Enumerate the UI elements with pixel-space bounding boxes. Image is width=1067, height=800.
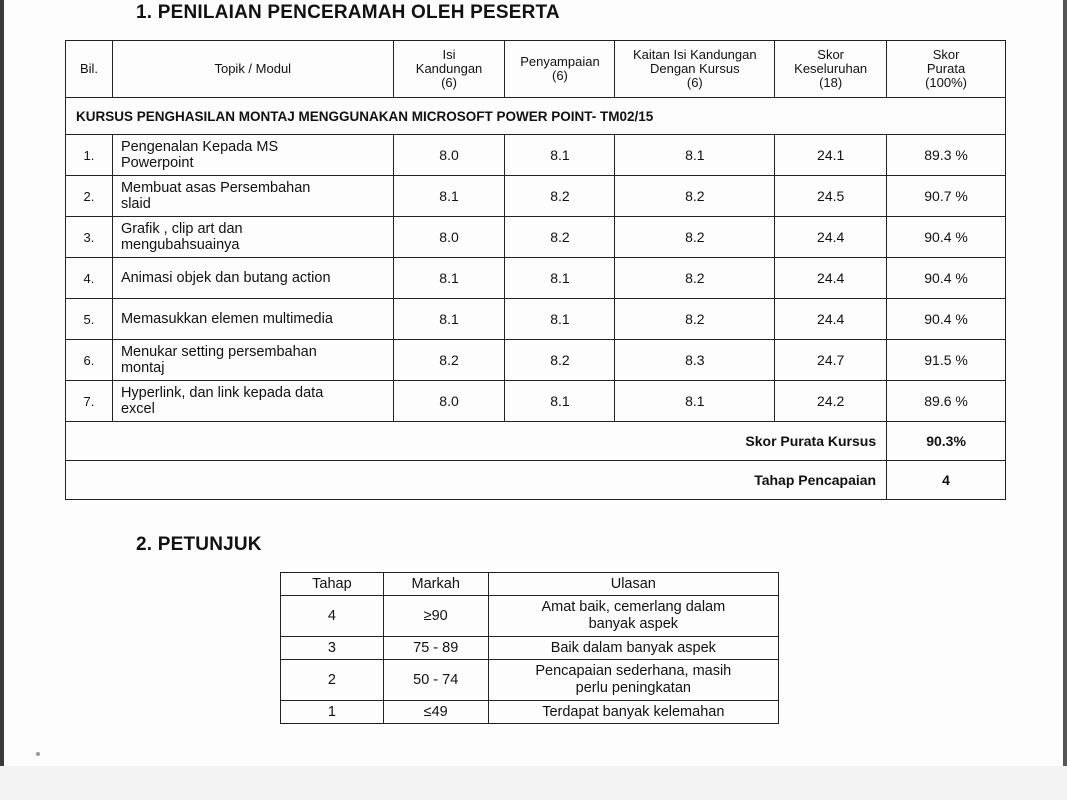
cell-kaitan: 8.2 bbox=[615, 217, 775, 258]
achievement-level-value: 4 bbox=[887, 461, 1006, 500]
ulasan-line: Baik dalam banyak aspek bbox=[550, 639, 716, 656]
header-isi-l3: (6) bbox=[441, 75, 457, 90]
cell-bil: 5. bbox=[66, 299, 113, 340]
topic-line: Menukar setting persembahan bbox=[120, 344, 317, 360]
cell-kaitan: 8.2 bbox=[615, 258, 775, 299]
cell-penyampaian: 8.2 bbox=[505, 217, 615, 258]
topic-line: excel bbox=[120, 401, 155, 417]
cell-purata: 89.3 % bbox=[887, 135, 1006, 176]
topic-line: Grafik , clip art dan bbox=[120, 221, 243, 237]
guide-table bbox=[280, 572, 779, 724]
cell-topic bbox=[112, 299, 393, 340]
cell-tahap: 3 bbox=[281, 637, 384, 660]
header-skor-keseluruhan bbox=[775, 41, 887, 98]
cell-penyampaian: 8.1 bbox=[505, 299, 615, 340]
topic-line: Hyperlink, dan link kepada data bbox=[120, 385, 324, 401]
ulasan-line: perlu peningkatan bbox=[575, 680, 691, 696]
header-tahap: Tahap bbox=[281, 573, 384, 596]
cell-ulasan bbox=[488, 660, 778, 701]
header-peny-l1: Penyampaian bbox=[520, 54, 600, 69]
cell-penyampaian: 8.2 bbox=[505, 340, 615, 381]
ulasan-line: banyak aspek bbox=[588, 616, 679, 632]
header-kaitan-l3: (6) bbox=[686, 75, 703, 90]
avg-score-value: 90.3% bbox=[887, 422, 1006, 461]
cell-topic bbox=[112, 217, 393, 258]
ulasan-line: Pencapaian sederhana, masih bbox=[535, 663, 732, 679]
topic-line: Membuat asas Persembahan bbox=[120, 180, 311, 196]
guide-header-row bbox=[281, 573, 779, 596]
cell-skor: 24.7 bbox=[775, 340, 887, 381]
section1-title: 1. PENILAIAN PENCERAMAH OLEH PESERTA bbox=[136, 2, 560, 23]
ulasan-line: Amat baik, cemerlang dalam bbox=[541, 599, 726, 615]
cell-isi: 8.0 bbox=[393, 135, 505, 176]
cell-isi: 8.1 bbox=[393, 299, 505, 340]
header-isi-l2: Kandungan bbox=[415, 61, 483, 76]
table-row bbox=[66, 381, 1006, 422]
cell-topic bbox=[112, 258, 393, 299]
cell-isi: 8.0 bbox=[393, 217, 505, 258]
header-ulasan: Ulasan bbox=[488, 573, 778, 596]
cell-isi: 8.1 bbox=[393, 176, 505, 217]
cell-ulasan bbox=[488, 701, 778, 724]
topic-line: Pengenalan Kepada MS bbox=[120, 139, 279, 155]
header-skor-l1: Skor bbox=[817, 47, 845, 62]
assessment-table bbox=[65, 40, 1006, 500]
header-markah: Markah bbox=[383, 573, 488, 596]
topic-line: mengubahsuainya bbox=[120, 237, 240, 253]
course-title: KURSUS PENGHASILAN MONTAJ MENGGUNAKAN MICROSOFT POWER POINT- TM02/15 bbox=[66, 98, 1006, 135]
header-purata-l1: Skor bbox=[932, 47, 960, 62]
summary-average-row bbox=[66, 422, 1006, 461]
cell-kaitan: 8.2 bbox=[615, 299, 775, 340]
header-purata-l3: (100%) bbox=[925, 75, 968, 90]
table-row bbox=[66, 340, 1006, 381]
summary-level-row bbox=[66, 461, 1006, 500]
cell-purata: 90.4 % bbox=[887, 217, 1006, 258]
table-row bbox=[66, 299, 1006, 340]
cell-bil: 3. bbox=[66, 217, 113, 258]
cell-markah: ≤49 bbox=[383, 701, 488, 724]
header-kaitan bbox=[615, 41, 775, 98]
header-skor-l3: (18) bbox=[819, 75, 843, 90]
cell-purata: 90.4 % bbox=[887, 258, 1006, 299]
header-bil: Bil. bbox=[66, 41, 113, 98]
cell-isi: 8.0 bbox=[393, 381, 505, 422]
topic-line: slaid bbox=[120, 196, 151, 212]
table-row bbox=[281, 637, 779, 660]
cell-markah: ≥90 bbox=[383, 596, 488, 637]
page-right-edge bbox=[1063, 0, 1067, 766]
table-row bbox=[281, 701, 779, 724]
ulasan-line: Terdapat banyak kelemahan bbox=[542, 703, 725, 720]
page-left-edge bbox=[0, 0, 4, 766]
header-isi bbox=[393, 41, 505, 98]
cell-kaitan: 8.3 bbox=[615, 340, 775, 381]
achievement-level-label: Tahap Pencapaian bbox=[66, 461, 887, 500]
section2-title: 2. PETUNJUK bbox=[136, 534, 262, 555]
table-row bbox=[281, 660, 779, 701]
cell-bil: 6. bbox=[66, 340, 113, 381]
avg-score-label: Skor Purata Kursus bbox=[66, 422, 887, 461]
cell-penyampaian: 8.1 bbox=[505, 381, 615, 422]
topic-line: montaj bbox=[120, 360, 165, 376]
header-peny-l2: (6) bbox=[552, 68, 568, 83]
cell-topic bbox=[112, 176, 393, 217]
table-header-row bbox=[66, 41, 1006, 98]
cell-bil: 7. bbox=[66, 381, 113, 422]
cell-topic bbox=[112, 135, 393, 176]
cell-isi: 8.2 bbox=[393, 340, 505, 381]
cell-bil: 1. bbox=[66, 135, 113, 176]
header-kaitan-l1: Kaitan Isi Kandungan bbox=[633, 47, 757, 62]
topic-line: Powerpoint bbox=[120, 155, 194, 171]
cell-purata: 90.7 % bbox=[887, 176, 1006, 217]
cell-skor: 24.4 bbox=[775, 217, 887, 258]
cell-penyampaian: 8.1 bbox=[505, 258, 615, 299]
cell-tahap: 1 bbox=[281, 701, 384, 724]
table-row bbox=[66, 176, 1006, 217]
cell-skor: 24.2 bbox=[775, 381, 887, 422]
cell-markah: 75 - 89 bbox=[383, 637, 488, 660]
cell-kaitan: 8.2 bbox=[615, 176, 775, 217]
table-row bbox=[66, 135, 1006, 176]
cell-markah: 50 - 74 bbox=[383, 660, 488, 701]
course-title-row bbox=[66, 98, 1006, 135]
topic-line: Memasukkan elemen multimedia bbox=[120, 311, 333, 327]
bottom-margin bbox=[0, 766, 1067, 800]
cell-skor: 24.4 bbox=[775, 258, 887, 299]
scan-speck bbox=[36, 752, 40, 756]
header-skor-l2: Keseluruhan bbox=[794, 61, 868, 76]
header-kaitan-l2: Dengan Kursus bbox=[649, 61, 740, 76]
cell-tahap: 2 bbox=[281, 660, 384, 701]
cell-bil: 4. bbox=[66, 258, 113, 299]
header-purata-l2: Purata bbox=[926, 61, 966, 76]
cell-skor: 24.4 bbox=[775, 299, 887, 340]
topic-line: Animasi objek dan butang action bbox=[120, 270, 331, 286]
cell-tahap: 4 bbox=[281, 596, 384, 637]
cell-purata: 89.6 % bbox=[887, 381, 1006, 422]
table-row bbox=[281, 596, 779, 637]
cell-penyampaian: 8.2 bbox=[505, 176, 615, 217]
cell-kaitan: 8.1 bbox=[615, 135, 775, 176]
table-row bbox=[66, 217, 1006, 258]
header-skor-purata bbox=[887, 41, 1006, 98]
table-row bbox=[66, 258, 1006, 299]
cell-purata: 90.4 % bbox=[887, 299, 1006, 340]
cell-bil: 2. bbox=[66, 176, 113, 217]
cell-topic bbox=[112, 381, 393, 422]
cell-kaitan: 8.1 bbox=[615, 381, 775, 422]
header-topik: Topik / Modul bbox=[112, 41, 393, 98]
cell-purata: 91.5 % bbox=[887, 340, 1006, 381]
cell-ulasan bbox=[488, 596, 778, 637]
header-penyampaian bbox=[505, 41, 615, 98]
cell-penyampaian: 8.1 bbox=[505, 135, 615, 176]
cell-topic bbox=[112, 340, 393, 381]
cell-skor: 24.5 bbox=[775, 176, 887, 217]
cell-skor: 24.1 bbox=[775, 135, 887, 176]
cell-isi: 8.1 bbox=[393, 258, 505, 299]
header-isi-l1: Isi bbox=[442, 47, 456, 62]
cell-ulasan bbox=[488, 637, 778, 660]
